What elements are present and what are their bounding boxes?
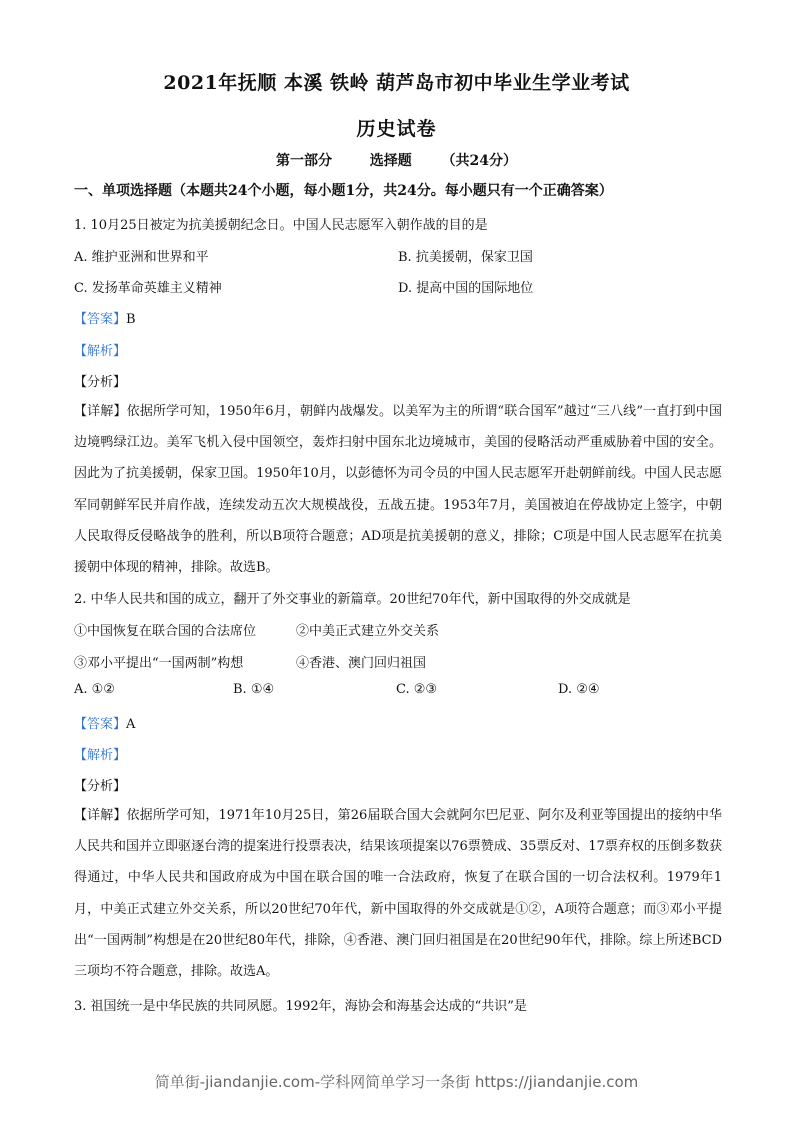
q1-answer	[74, 308, 136, 327]
q2-item-1: ①中国恢复在联合国的合法席位	[74, 624, 257, 639]
q1-detail-text: 依据所学可知，1950年6月，朝鲜内战爆发。以美军为主的所谓“联合国军”越过“三八线”一直打到中国边境鸭绿江边。美军飞机入侵中国领空，轰炸扫射中国东北边境城市，美国的侵略活动严重威胁着中国的安全。因此为了抗美援朝，保家卫国。1950年10月，以彭德怀为司令员的中国人民志愿军开赴朝鲜前线。中国人民志愿军同朝鲜军民并肩作战，连续发动五次大规模战役，五战五捷。1953年7月，美国被迫在停战协定上签字，中朝人民取得反侵略战争的胜利，所以B项符合题意；AD项是抗美援朝的意义，排除；C项是中国人民志愿军在抗美援朝中体现的精神，排除。故选B。	[74, 404, 722, 576]
q1-option-a: A. 维护亚洲和世界和平	[74, 250, 209, 265]
q1-detail-tag: 【详解】	[74, 404, 127, 419]
q1-option-b: B. 抗美援朝，保家卫国	[398, 250, 533, 265]
q2-detail-tag: 【详解】	[74, 808, 127, 823]
part-type: 选择题	[369, 153, 412, 169]
q2-item-3: ③邓小平提出“一国两制”构想	[74, 656, 244, 671]
q2-detail	[74, 800, 722, 987]
footer-watermark: 简单街-jiandanjie.com-学科网简单学习一条街 https://jiandanjie.com	[154, 1073, 639, 1091]
q1-answer-tag: 【答案】	[74, 312, 127, 327]
q2-answer-tag: 【答案】	[74, 717, 127, 732]
q2-option-c: C. ②③	[396, 682, 438, 697]
section-heading: 一、单项选择题（本题共24个小题，每小题1分，共24分。每小题只有一个正确答案）	[74, 183, 613, 199]
q1-fenxi: 【分析】	[74, 375, 127, 390]
question-3-stem: 3. 祖国统一是中华民族的共同夙愿。1992年，海协会和海基会达成的“共识”是	[74, 999, 527, 1014]
part-name: 第一部分	[276, 153, 332, 169]
q1-analysis-tag: 【解析】	[74, 344, 127, 359]
q2-item-2: ②中美正式建立外交关系	[296, 624, 440, 639]
q1-option-d: D. 提高中国的国际地位	[398, 281, 534, 296]
q2-item-4: ④香港、澳门回归祖国	[296, 656, 427, 671]
q2-answer-value: A	[126, 717, 136, 732]
part-score: （共24分）	[441, 153, 517, 169]
q2-detail-text: 依据所学可知，1971年10月25日，第26届联合国大会就阿尔巴尼亚、阿尔及利亚等国提出的接纳中华人民共和国并立即驱逐台湾的提案进行投票表决，结果该项提案以76票赞成、35票反对、17票弃权的压倒多数获得通过，中华人民共和国政府成为中国在联合国的唯一合法政府，恢复了在联合国的一切合法权利。1979年1月，中美正式建立外交关系，所以20世纪70年代，新中国取得的外交成就是①②，A项符合题意；而③邓小平提出“一国两制”构想是在20世纪80年代，排除，④香港、澳门回归祖国是在20世纪90年代，排除。综上所述BCD三项均不符合题意，排除。故选A。	[74, 808, 722, 980]
q2-analysis-tag: 【解析】	[74, 748, 127, 763]
part-heading	[0, 150, 793, 170]
question-1-stem: 1. 10月25日被定为抗美援朝纪念日。中国人民志愿军入朝作战的目的是	[74, 218, 488, 233]
exam-title: 2021年抚顺 本溪 铁岭 葫芦岛市初中毕业生学业考试	[163, 72, 630, 94]
q2-answer	[74, 713, 135, 732]
q2-fenxi: 【分析】	[74, 779, 127, 794]
q2-option-a: A. ①②	[74, 682, 115, 697]
q1-answer-value: B	[126, 312, 136, 327]
exam-subtitle: 历史试卷	[356, 118, 437, 140]
q1-detail	[74, 396, 722, 583]
question-2-stem: 2. 中华人民共和国的成立，翻开了外交事业的新篇章。20世纪70年代，新中国取得的外交成就是	[74, 592, 631, 607]
q2-option-b: B. ①④	[233, 682, 275, 697]
q2-option-d: D. ②④	[558, 682, 600, 697]
q1-option-c: C. 发扬革命英雄主义精神	[74, 281, 222, 296]
